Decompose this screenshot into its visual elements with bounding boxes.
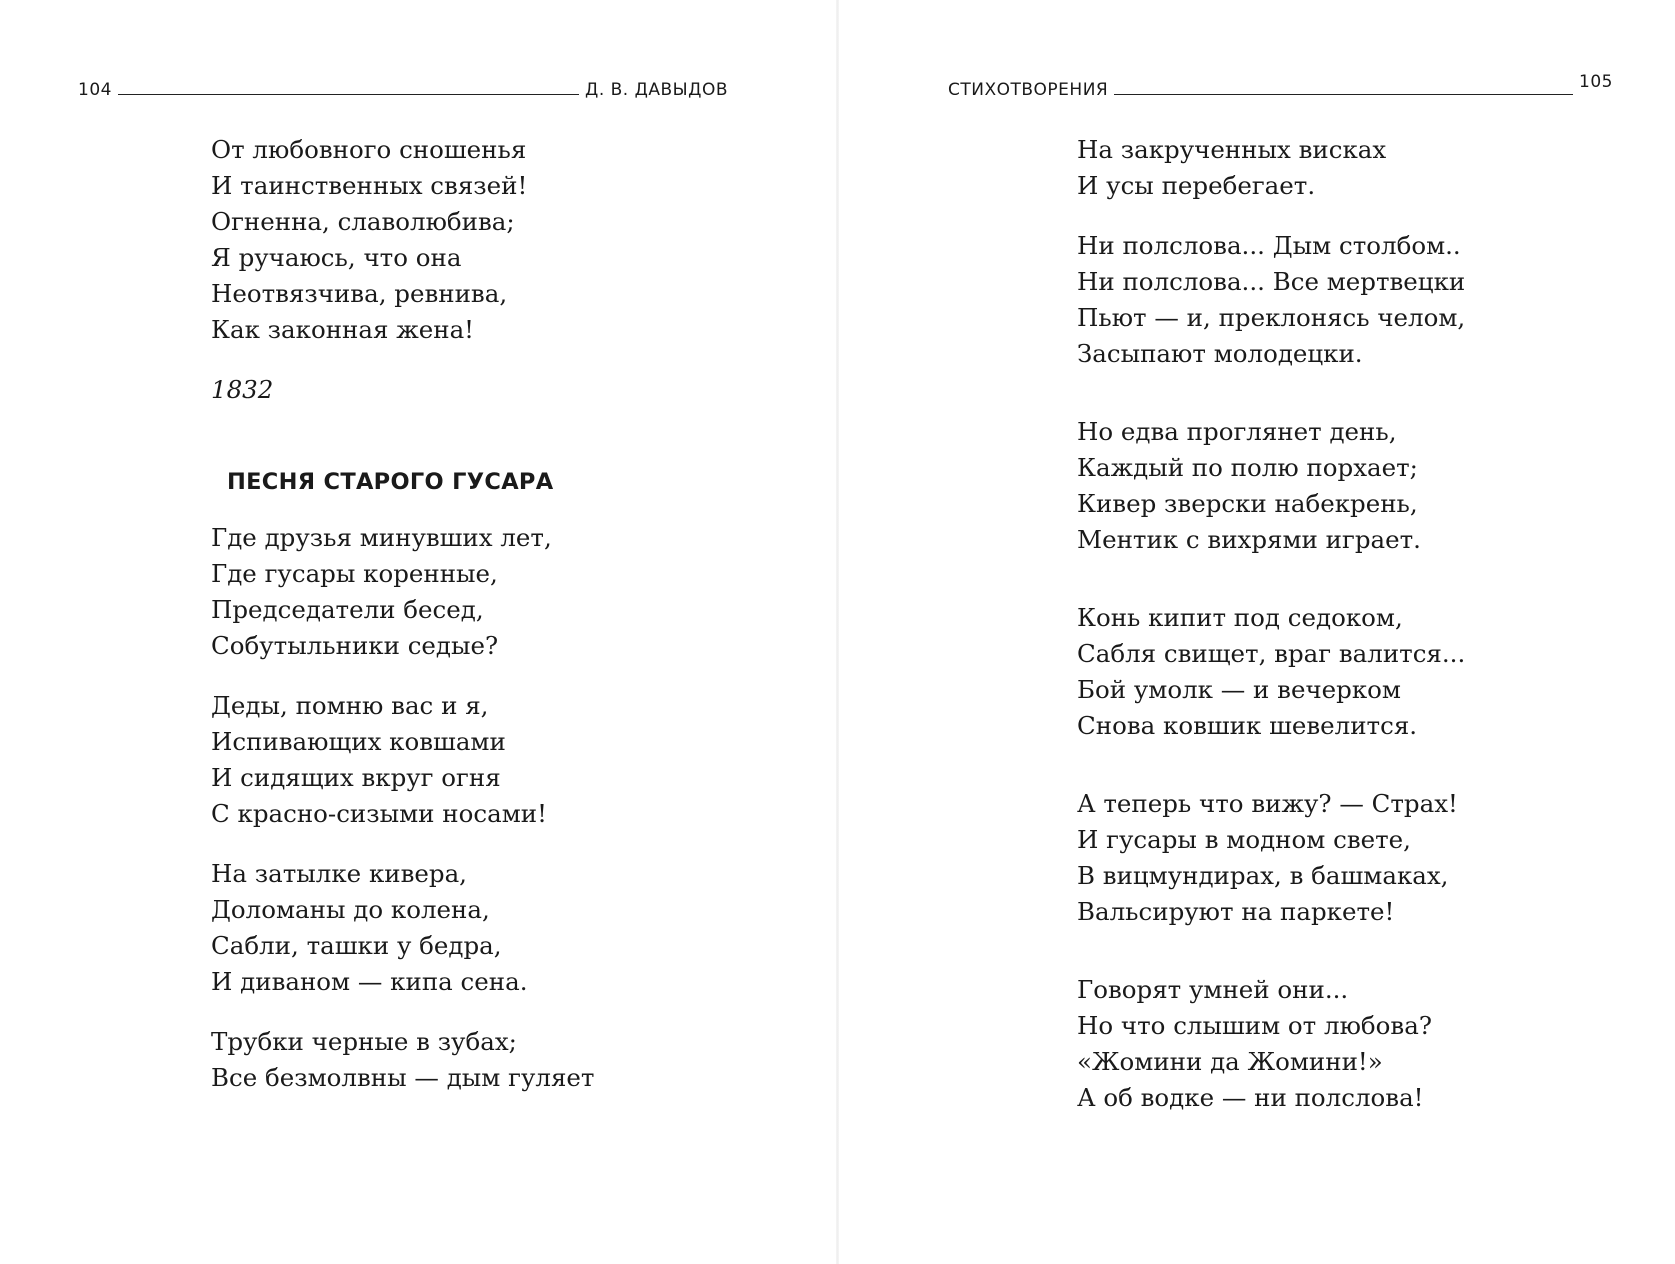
verse-line: Все безмолвны — дым гуляет	[211, 1063, 595, 1092]
left-page-number: 104	[78, 80, 112, 100]
stanza	[1077, 228, 1465, 372]
left-running-head	[78, 74, 728, 100]
verse-line: Конь кипит под седоком,	[1077, 603, 1403, 632]
verse-line: Трубки черные в зубах;	[211, 1027, 517, 1056]
verse-line: Вальсируют на паркете!	[1077, 897, 1395, 926]
verse-line: Деды, помню вас и я,	[211, 691, 489, 720]
verse-line: Но что слышим от любова?	[1077, 1011, 1432, 1040]
verse-line: С красно-сизыми носами!	[211, 799, 547, 828]
verse-line: Пьют — и, преклонясь челом,	[1077, 303, 1466, 332]
right-running-head-section: СТИХОТВОРЕНИЯ	[948, 80, 1109, 100]
right-page	[838, 0, 1675, 1264]
verse-line: Засыпают молодецки.	[1077, 339, 1363, 368]
left-header-rule	[118, 94, 579, 95]
verse-line: Доломаны до колена,	[211, 895, 490, 924]
verse-line: В вицмундирах, в башмаках,	[1077, 861, 1449, 890]
verse-line: Сабля свищет, враг валится...	[1077, 639, 1466, 668]
verse-line: Кивер зверски набекрень,	[1077, 489, 1418, 518]
verse-line: Сабли, ташки у бедра,	[211, 931, 502, 960]
verse-line: Огненна, славолюбива;	[211, 207, 515, 236]
poem-title: ПЕСНЯ СТАРОГО ГУСАРА	[227, 469, 554, 495]
left-text-block	[211, 132, 594, 1120]
verse-line: И усы перебегает.	[1077, 171, 1316, 200]
verse-line: Как законная жена!	[211, 315, 475, 344]
stanza	[1077, 414, 1465, 558]
stanza	[1077, 786, 1465, 930]
verse-line: На закрученных висках	[1077, 135, 1387, 164]
verse-line: Я ручаюсь, что она	[211, 243, 462, 272]
right-text-block	[1077, 132, 1465, 1140]
stanza	[211, 1024, 594, 1096]
verse-line: Где гусары коренные,	[211, 559, 498, 588]
verse-line: Ментик с вихрями играет.	[1077, 525, 1421, 554]
right-running-head	[948, 74, 1613, 100]
verse-line: Ни полслова... Все мертвецки	[1077, 267, 1466, 296]
verse-line: Испивающих ковшами	[211, 727, 506, 756]
verse-line: Собутыльники седые?	[211, 631, 499, 660]
verse-line: И сидящих вкруг огня	[211, 763, 501, 792]
stanza	[211, 688, 594, 832]
left-running-head-author: Д. В. ДАВЫДОВ	[585, 80, 728, 100]
stanza	[211, 856, 594, 1000]
stanza	[211, 520, 594, 664]
verse-line: На затылке кивера,	[211, 859, 467, 888]
verse-line: Но едва проглянет день,	[1077, 417, 1397, 446]
verse-line: Говорят умней они...	[1077, 975, 1349, 1004]
poem-date: 1832	[211, 375, 274, 404]
verse-line: От любовного сношенья	[211, 135, 527, 164]
verse-line: И диваном — кипа сена.	[211, 967, 528, 996]
right-header-rule	[1114, 94, 1573, 95]
verse-line: И гусары в модном свете,	[1077, 825, 1411, 854]
verse-line: Каждый по полю порхает;	[1077, 453, 1418, 482]
stanza	[1077, 972, 1465, 1116]
verse-line: Где друзья минувших лет,	[211, 523, 552, 552]
continued-stanza	[211, 132, 594, 348]
verse-line: Ни полслова... Дым столбом..	[1077, 231, 1461, 260]
verse-line: Бой умолк — и вечерком	[1077, 675, 1401, 704]
verse-line: Снова ковшик шевелится.	[1077, 711, 1418, 740]
verse-line: Неотвязчива, ревнива,	[211, 279, 508, 308]
verse-line: Председатели бесед,	[211, 595, 484, 624]
stanza	[1077, 600, 1465, 744]
verse-line: А об водке — ни полслова!	[1077, 1083, 1424, 1112]
stanza	[1077, 132, 1465, 204]
verse-line: «Жомини да Жомини!»	[1077, 1047, 1383, 1076]
right-page-number: 105	[1579, 72, 1613, 92]
verse-line: А теперь что вижу? — Страх!	[1077, 789, 1458, 818]
verse-line: И таинственных связей!	[211, 171, 528, 200]
